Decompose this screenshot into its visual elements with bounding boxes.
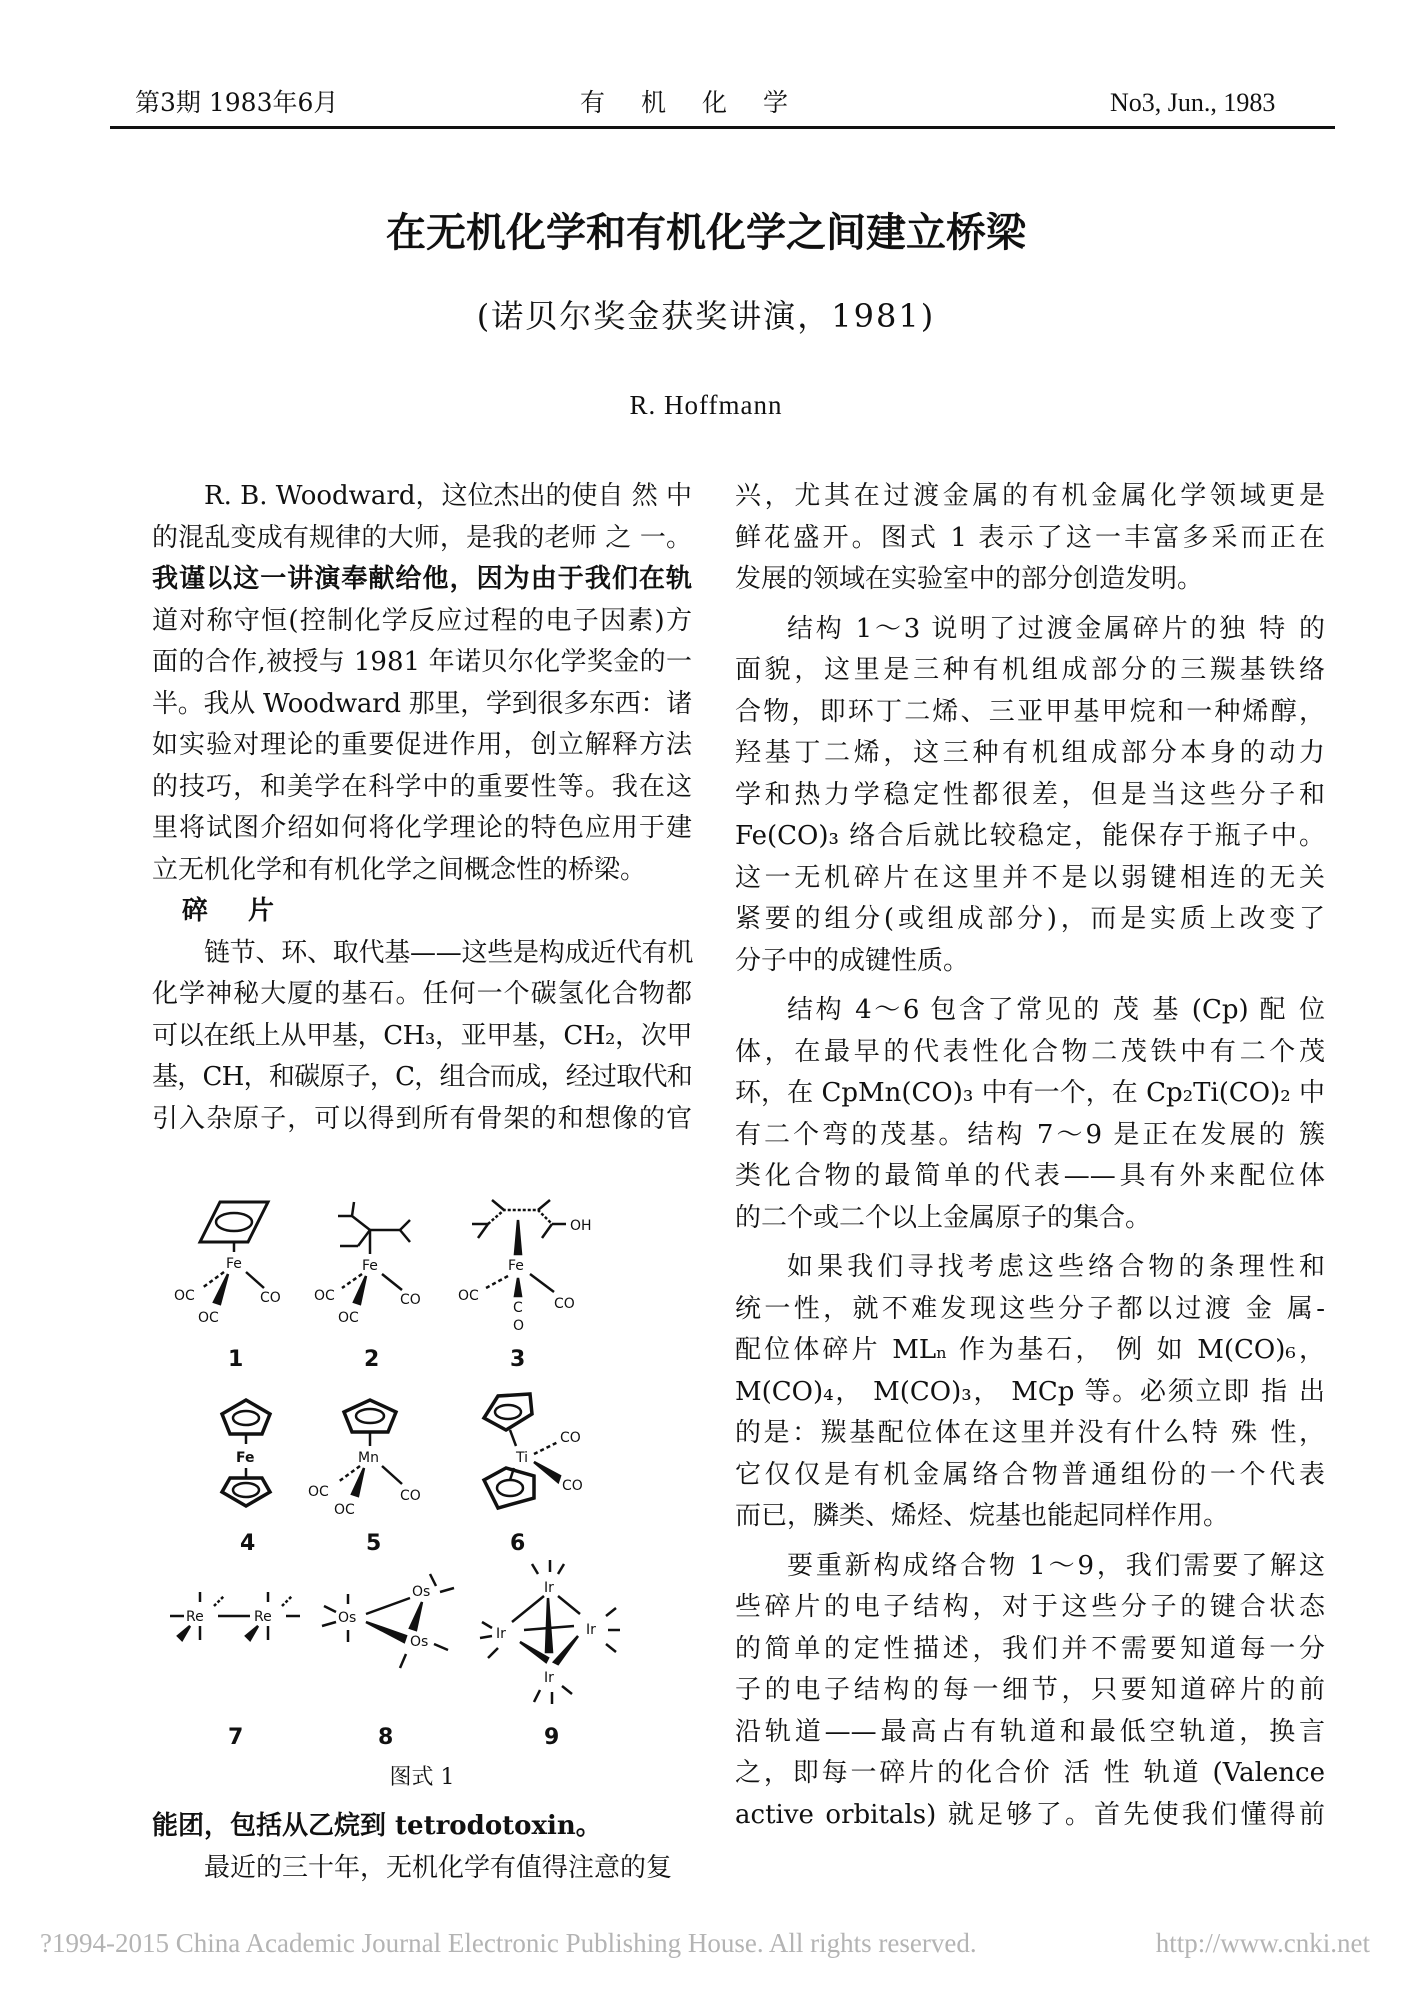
text-line: 类化合物的最简单的代表——具有外来配位体 [735,1161,1325,1191]
paragraph-fragments [152,933,692,1141]
compound-label-9: 9 [544,1725,560,1750]
atom-oc: OC [338,1310,359,1326]
atom-re: Re [186,1609,204,1625]
text-line: 的二个或二个以上金属原子的集合。 [735,1202,1152,1233]
text-line: 面的合作,被授与 1981 年诺贝尔化学奖金的一 [152,647,692,677]
header-issue: 第3期 1983年6月 [135,88,339,117]
text-line: 子的电子结构的每一细节，只要知道碎片的前 [735,1675,1325,1705]
atom-ir: Ir [586,1622,596,1638]
text-line: 半。我从 Woodward 那里，学到很多东西：诸 [152,688,693,719]
paragraph-dedication [152,476,692,891]
text-line: 鲜花盛开。图式 1 表示了这一丰富多采而正在 [735,522,1325,553]
atom-co: CO [562,1478,583,1494]
text-line: 有二个弯的茂基。结构 7～9 是正在发展的 簇 [735,1119,1325,1150]
text-line: 配位体碎片 MLₙ 作为基石， 例 如 M(CO)₆， [735,1335,1325,1365]
text-line: R. B. Woodward，这位杰出的使自 然 中 [204,481,693,511]
text-line: Fe(CO)₃ 络合后就比较稳定，能保存于瓶子中。 [735,821,1325,851]
text-line: 道对称守恒(控制化学反应过程的电子因素)方 [152,605,692,636]
compound-label-2: 2 [364,1347,380,1372]
text-line: 引入杂原子，可以得到所有骨架的和想像的官 [152,1103,692,1134]
compound-label-3: 3 [510,1347,526,1372]
article-author: R. Hoffmann [629,390,783,420]
atom-c: C [513,1300,523,1316]
article-subtitle: (诺贝尔奖金获奖讲演，1981) [476,297,936,335]
paragraph-structures-1-3 [735,609,1325,983]
atom-ir: Ir [544,1670,554,1686]
text-line: 最近的三十年，无机化学有值得注意的复 [204,1852,673,1883]
text-line: 结构 1～3 说明了过渡金属碎片的独 特 的 [787,613,1325,644]
text-line: 可以在纸上从甲基，CH₃，亚甲基，CH₂，次甲 [152,1020,692,1051]
compound-label-1: 1 [228,1347,244,1372]
paragraph-organometallic [735,476,1325,601]
left-column [152,476,692,1140]
compound-label-4: 4 [240,1531,256,1556]
text-line: 分子中的成键性质。 [735,945,970,976]
atom-oc: OC [314,1288,335,1304]
text-line: 它仅仅是有机金属络合物普通组份的一个代表 [735,1459,1325,1490]
atom-fe: Fe [508,1258,524,1274]
paragraph-valence-orbitals [735,1546,1325,1837]
text-line: 能团，包括从乙烷到 tetrodotoxin。 [152,1811,602,1841]
compound-label-8: 8 [378,1725,394,1750]
text-line: 要重新构成络合物 1～9，我们需要了解这 [787,1550,1325,1581]
structure-5 [338,1400,402,1496]
footer-url: http://www.cnki.net [1155,1928,1370,1958]
text-line: 立无机化学和有机化学之间概念性的桥梁。 [152,854,647,885]
structure-3 [472,1200,566,1296]
text-line: 之，即每一碎片的化合价 活 性 轨道 (Valence [735,1758,1325,1788]
text-line: 的技巧，和美学在科学中的重要性等。我在这 [152,771,692,802]
text-line: 环，在 CpMn(CO)₃ 中有一个，在 Cp₂Ti(CO)₂ 中 [735,1078,1325,1108]
atom-ir: Ir [496,1626,506,1642]
text-line: 我谨以这一讲演奉献给他，因为由于我们在轨 [152,564,692,594]
atom-co: CO [554,1296,575,1312]
text-line: 而已，膦类、烯烃、烷基也能起同样作用。 [735,1501,1230,1531]
text-line: 里将试图介绍如何将化学理论的特色应用于建 [152,813,692,843]
paragraph-fragments-mln [735,1247,1325,1538]
text-line: M(CO)₄， M(CO)₃， MCp 等。必须立即 指 出 [735,1376,1325,1407]
text-line: 结构 4～6 包含了常见的 茂 基 (Cp) 配 位 [787,995,1325,1025]
atom-co: CO [260,1290,281,1306]
right-column [735,476,1325,1836]
text-line: 些碎片的电子结构，对于这些分子的键合状态 [735,1592,1325,1622]
text-line: 面貌，这里是三种有机组成部分的三羰基铁络 [735,655,1325,685]
atom-co: CO [400,1292,421,1308]
text-line: 如果我们寻找考虑这些络合物的条理性和 [787,1252,1325,1282]
copyright-footer [40,1926,1380,1960]
text-line: 的简单的定性描述，我们并不需要知道每一分 [735,1633,1325,1664]
header-rule [110,126,1335,129]
header-issue-en: No3, Jun., 1983 [1110,88,1276,117]
structure-1 [200,1202,268,1304]
atom-ti: Ti [516,1450,529,1466]
article-title: 在无机化学和有机化学之间建立桥梁 [386,210,1026,256]
atom-co: CO [560,1430,581,1446]
text-line: 紧要的组分(或组成部分)，而是实质上改变了 [735,904,1325,934]
atom-oc: OC [308,1484,329,1500]
atom-oc: OC [174,1288,195,1304]
text-line: 链节、环、取代基——这些是构成近代有机 [204,937,694,968]
left-column-continued [152,1806,692,1889]
atom-mn: Mn [358,1450,379,1466]
atom-os: Os [412,1584,431,1600]
atom-fe: Fe [362,1258,378,1274]
atom-os: Os [410,1634,429,1650]
atom-oh: OH [570,1218,592,1234]
text-line: 学和热力学稳定性都很差，但是当这些分子和 [735,779,1325,810]
paragraph-structures-4-6 [735,990,1325,1239]
section-heading-fragments: 碎片 [182,896,315,926]
text-line: 沿轨道——最高占有轨道和最低空轨道，换言 [735,1716,1325,1747]
atom-fe: Fe [226,1256,242,1272]
text-line: 兴，尤其在过渡金属的有机金属化学领域更是 [735,481,1325,511]
scheme-1-structures [160,1196,680,1756]
text-line: 发展的领域在实验室中的部分创造发明。 [735,564,1204,594]
atom-re: Re [254,1609,272,1625]
atom-fe: Fe [236,1450,255,1466]
compound-label-6: 6 [510,1531,526,1556]
atom-oc: OC [198,1310,219,1326]
atom-ir: Ir [544,1580,554,1596]
structure-2 [338,1202,410,1304]
text-line: active orbitals) 就足够了。首先使我们懂得前 [735,1799,1325,1830]
compound-label-7: 7 [228,1725,244,1750]
text-line: 基，CH，和碳原子，C，组合而成，经过取代和 [152,1062,692,1092]
compound-label-5: 5 [366,1531,382,1556]
atom-os: Os [338,1610,357,1626]
copyright-text: ?1994-2015 China Academic Journal Electronic Publishing House. All rights reserved. [40,1928,977,1958]
text-line: 如实验对理论的重要促进作用，创立解释方法 [152,730,692,760]
atom-co: CO [400,1488,421,1504]
text-line: 的是：羰基配位体在这里并没有什么特 殊 性， [735,1418,1325,1448]
atom-oc: OC [334,1502,355,1518]
text-line: 的混乱变成有规律的大师，是我的老师 之 一。 [152,522,692,553]
scheme-1-figure [160,1196,680,1756]
figure-caption: 图式 1 [389,1765,455,1790]
text-line: 化学神秘大厦的基石。任何一个碳氢化合物都 [152,979,692,1009]
text-line: 体，在最早的代表性化合物二茂铁中有二个茂 [735,1036,1325,1067]
text-line: 统一性，就不难发现这些分子都以过渡 金 属- [735,1293,1325,1324]
atom-o: O [513,1318,525,1334]
text-line: 羟基丁二烯，这三种有机组成部分本身的动力 [735,738,1325,768]
text-line: 合物，即环丁二烯、三亚甲基甲烷和一种烯醇， [735,696,1325,727]
text-line: 这一无机碎片在这里并不是以弱键相连的无关 [735,862,1325,893]
atom-oc: OC [458,1288,479,1304]
header-journal: 有机化学 [580,88,825,117]
